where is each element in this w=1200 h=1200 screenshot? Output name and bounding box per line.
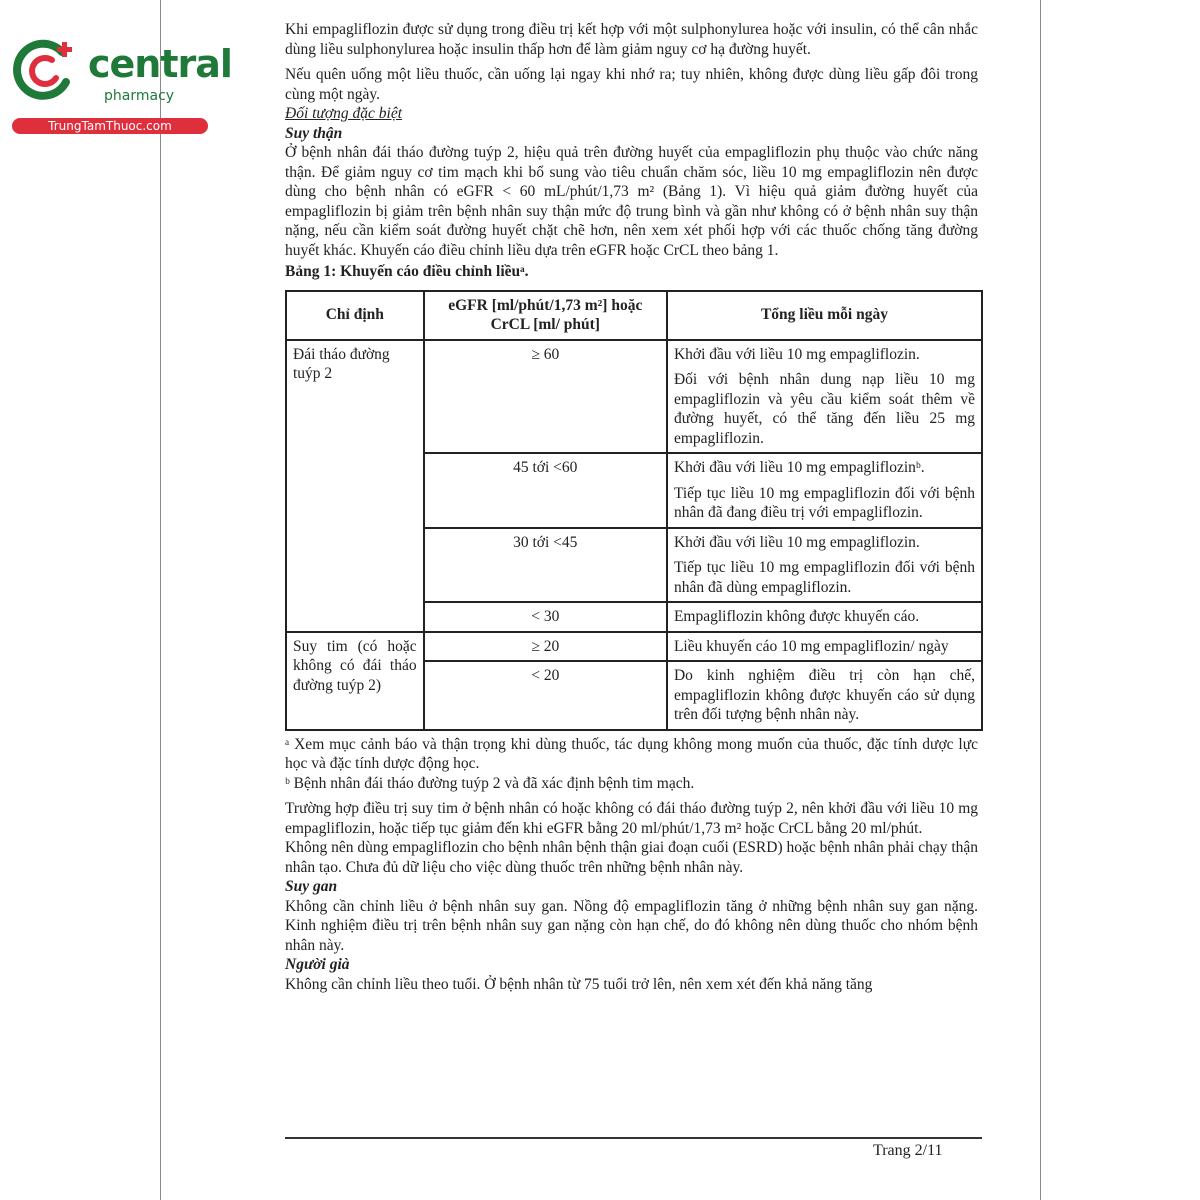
paragraph: Trường hợp điều trị suy tim ở bệnh nhân có hoặc không có đái tháo đường tuýp 2, nên khởi đầu với liều 10 mg empagliflozin, hoặc tiếp tục giảm đến khi eGFR bằng 20 ml/phút/1,73 m² hoặc CrCL bằng 20 ml/phút.: [285, 800, 978, 837]
table-footnotes: [285, 735, 978, 794]
egfr-cell: < 20: [424, 661, 667, 730]
section-heading: Người già: [285, 956, 350, 973]
table-header: Chỉ định: [286, 291, 424, 340]
central-pharmacy-logo: [12, 38, 232, 138]
table-row: [286, 340, 982, 454]
dose-text: Tiếp tục liều 10 mg empagliflozin đối với bệnh nhân đã đang điều trị với empagliflozin.: [673, 484, 975, 521]
table-row: [286, 632, 982, 662]
dose-cell: [667, 602, 982, 632]
egfr-cell: < 30: [424, 602, 667, 632]
dose-cell: [667, 453, 982, 528]
footnote: ᵃ Xem mục cảnh báo và thận trọng khi dùng thuốc, tác dụng không mong muốn của thuốc, đặc tính dược lực học và đặc tính dược động học.: [285, 735, 978, 772]
document-page: [285, 20, 978, 994]
dose-cell: [667, 632, 982, 662]
paragraph: Nếu quên uống một liều thuốc, cần uống lại ngay khi nhớ ra; tuy nhiên, không được dùng liều gấp đôi trong cùng một ngày.: [285, 66, 978, 103]
egfr-cell: ≥ 60: [424, 340, 667, 454]
table-header: Tổng liều mỗi ngày: [667, 291, 982, 340]
dose-cell: [667, 528, 982, 603]
paragraph: Khi empagliflozin được sử dụng trong điều trị kết hợp với một sulphonylurea hoặc với insulin, có thể cân nhắc dùng liều sulphonylurea hoặc insulin thấp hơn để làm giảm nguy cơ hạ đường huyết.: [285, 21, 978, 58]
footer-divider: [285, 1137, 982, 1139]
dose-text: Khởi đầu với liều 10 mg empagliflozin.: [673, 533, 920, 551]
dose-text: Khởi đầu với liều 10 mg empagliflozinᵇ.: [673, 459, 925, 476]
section-heading: Suy gan: [285, 878, 338, 895]
table-header: eGFR [ml/phút/1,73 m²] hoặc CrCL [ml/ phút]: [424, 291, 667, 340]
paragraph: Ở bệnh nhân đái tháo đường tuýp 2, hiệu quả trên đường huyết của empagliflozin phụ thuộc vào chức năng thận. Để giảm nguy cơ tim mạch khi bổ sung vào tiêu chuẩn chăm sóc, liều 10 mg empagliflozin nên được dùng cho bệnh nhân có eGFR < 60 mL/phút/1,73 m² (Bảng 1). Vì hiệu quả giảm đường huyết của empagliflozin bị giảm trên bệnh nhân suy thận mức độ trung bình và gần như không có ở bệnh nhân suy thận nặng, nếu cần kiểm soát đường huyết chặt chẽ hơn, nên xem xét phối hợp với các thuốc chống tăng đường huyết khác. Khuyến cáo điều chỉnh liều dựa trên eGFR hoặc CrCL theo bảng 1.: [285, 144, 978, 259]
indication-cell: Đái tháo đường tuýp 2: [286, 340, 424, 632]
section-heading: Đối tượng đặc biệt: [285, 105, 403, 122]
page-left-border: [160, 0, 161, 1200]
page-right-border: [1040, 0, 1041, 1200]
egfr-cell: ≥ 20: [424, 632, 667, 662]
table-header-row: [286, 291, 982, 340]
table-caption: Bảng 1: Khuyến cáo điều chỉnh liềuᵃ.: [285, 263, 529, 280]
indication-cell: Suy tim (có hoặc không có đái tháo đường tuýp 2): [286, 632, 424, 730]
dose-text: Khởi đầu với liều 10 mg empagliflozin.: [673, 345, 920, 363]
dose-text: Do kinh nghiệm điều trị còn hạn chế, empagliflozin không được khuyến cáo sử dụng trên đối tượng bệnh nhân này.: [673, 667, 975, 723]
paragraph: Không cần chỉnh liều theo tuổi. Ở bệnh nhân từ 75 tuổi trở lên, nên xem xét đến khả năng tăng: [285, 975, 873, 993]
page-number: Trang 2/11: [873, 1142, 943, 1159]
dose-cell: [667, 661, 982, 730]
dose-cell: [667, 340, 982, 454]
dose-text: Empagliflozin không được khuyến cáo.: [673, 608, 920, 625]
dose-adjustment-table: [285, 290, 983, 731]
paragraph: Không nên dùng empagliflozin cho bệnh nhân bệnh thận giai đoạn cuối (ESRD) hoặc bệnh nhân phải chạy thận nhân tạo. Chưa đủ dữ liệu cho việc dùng thuốc trên những bệnh nhân này.: [285, 839, 979, 876]
egfr-cell: 45 tới <60: [424, 453, 667, 528]
central-logo-icon: [12, 38, 76, 102]
logo-site-banner: TrungTamThuoc.com: [12, 118, 208, 134]
dose-text: Tiếp tục liều 10 mg empagliflozin đối với bệnh nhân đã dùng empagliflozin.: [673, 559, 975, 596]
logo-subtitle: pharmacy: [104, 88, 175, 104]
logo-brand: central: [88, 42, 232, 86]
dose-text: Liều khuyến cáo 10 mg empagliflozin/ ngày: [673, 637, 949, 655]
paragraph: Không cần chỉnh liều ở bệnh nhân suy gan. Nồng độ empagliflozin tăng ở những bệnh nhân suy gan nặng. Kinh nghiệm điều trị trên bệnh nhân suy gan nặng còn hạn chế, do đó không nên dùng thuốc cho nhóm bệnh nhân này.: [285, 897, 978, 954]
dose-text: Đối với bệnh nhân dung nạp liều 10 mg empagliflozin và yêu cầu kiểm soát thêm về đường huyết, có thể tăng đến liều 25 mg empagliflozin.: [673, 371, 975, 447]
footnote: ᵇ Bệnh nhân đái tháo đường tuýp 2 và đã xác định bệnh tim mạch.: [285, 774, 695, 792]
section-heading: Suy thận: [285, 124, 343, 142]
egfr-cell: 30 tới <45: [424, 528, 667, 603]
